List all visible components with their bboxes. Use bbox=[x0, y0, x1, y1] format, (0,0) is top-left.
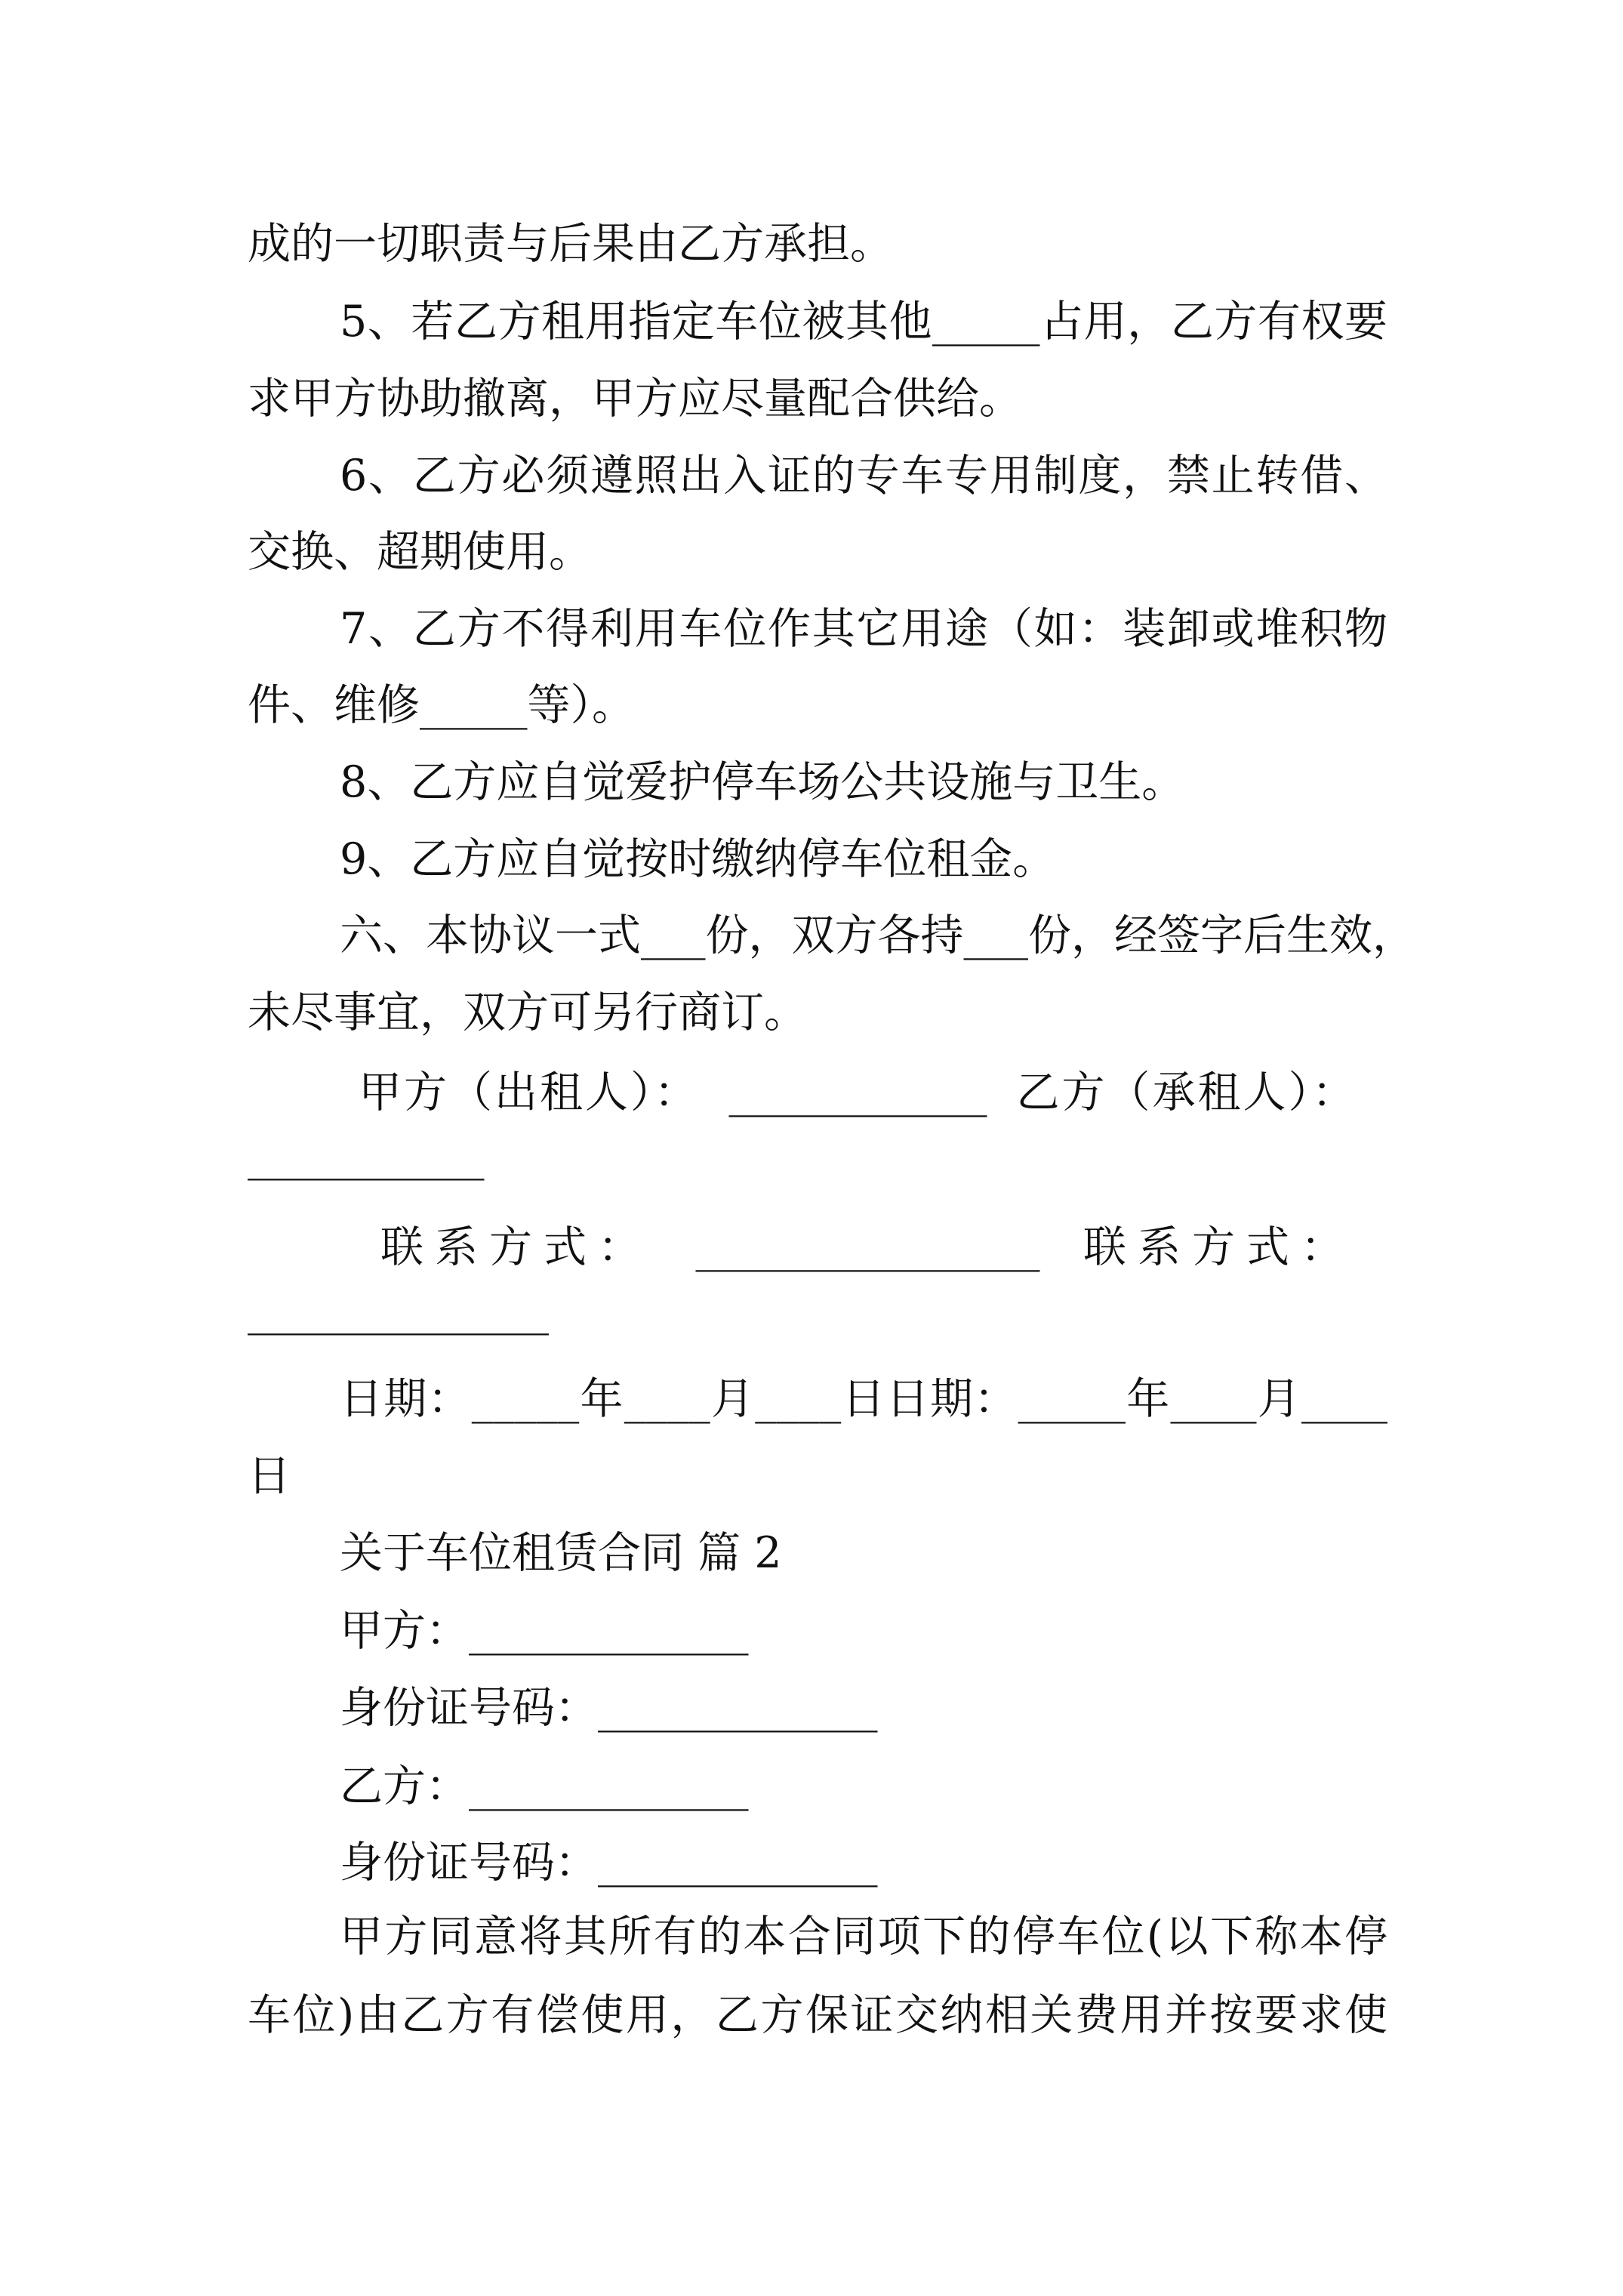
contract-2-party-a-id: 身份证号码：_____________ bbox=[340, 1683, 878, 1733]
contact-b-label: 联系方式： bbox=[1083, 1222, 1355, 1272]
party-a-signature-blank: ____________ bbox=[728, 1068, 987, 1117]
party-a-label: 甲方（出租人）： bbox=[359, 1068, 700, 1117]
party-b-signature-blank: ___________ bbox=[248, 1131, 485, 1181]
clause-7-line-1: 7、乙方不得利用车位作其它用途（如：装卸或堆积物 bbox=[340, 604, 1387, 654]
contact-a-label: 联系方式： bbox=[380, 1222, 652, 1272]
contract-2-intro-line-1: 甲方同意将其所有的本合同项下的停车位(以下称本停 bbox=[340, 1912, 1387, 1962]
article-6-line-2: 未尽事宜，双方可另行商订。 bbox=[248, 988, 807, 1037]
article-6-line-1: 六、本协议一式___份，双方各持___份，经签字后生效， bbox=[340, 911, 1415, 960]
clause-6-line-1: 6、乙方必须遵照出入证的专车专用制度，禁止转借、 bbox=[340, 451, 1387, 501]
signature-party-row bbox=[359, 1055, 1357, 1130]
clause-8: 8、乙方应自觉爱护停车场公共设施与卫生。 bbox=[340, 757, 1185, 807]
party-b-label: 乙方（承租人）： bbox=[1016, 1068, 1357, 1117]
date-line-end: 日 bbox=[248, 1451, 291, 1501]
contract-2-intro-line-2: 车位)由乙方有偿使用，乙方保证交纳相关费用并按要求使 bbox=[248, 1990, 1387, 2040]
clause-5-line-1: 5、若乙方租用指定车位被其他_____占用，乙方有权要 bbox=[340, 297, 1387, 347]
contract-2-title: 关于车位租赁合同 篇 2 bbox=[340, 1528, 782, 1578]
contact-a-blank: ________________ bbox=[695, 1222, 1040, 1272]
contract-2-party-b-id: 身份证号码：_____________ bbox=[340, 1838, 878, 1888]
clause-6-line-2: 交换、超期使用。 bbox=[248, 527, 592, 577]
contract-2-party-a: 甲方：_____________ bbox=[340, 1606, 749, 1656]
clause-7-line-2: 件、维修_____等）。 bbox=[248, 680, 635, 730]
clause-9: 9、乙方应自觉按时缴纳停车位租金。 bbox=[340, 834, 1056, 884]
contract-2-party-b: 乙方：_____________ bbox=[340, 1761, 749, 1811]
clause-4-continuation: 成的一切职责与后果由乙方承担。 bbox=[248, 219, 893, 269]
clause-5-line-2: 求甲方协助撤离，甲方应尽量配合供给。 bbox=[248, 374, 1022, 424]
contact-b-blank: ______________ bbox=[248, 1286, 549, 1336]
date-line: 日期：_____年____月____日日期：_____年____月____ bbox=[340, 1374, 1387, 1424]
